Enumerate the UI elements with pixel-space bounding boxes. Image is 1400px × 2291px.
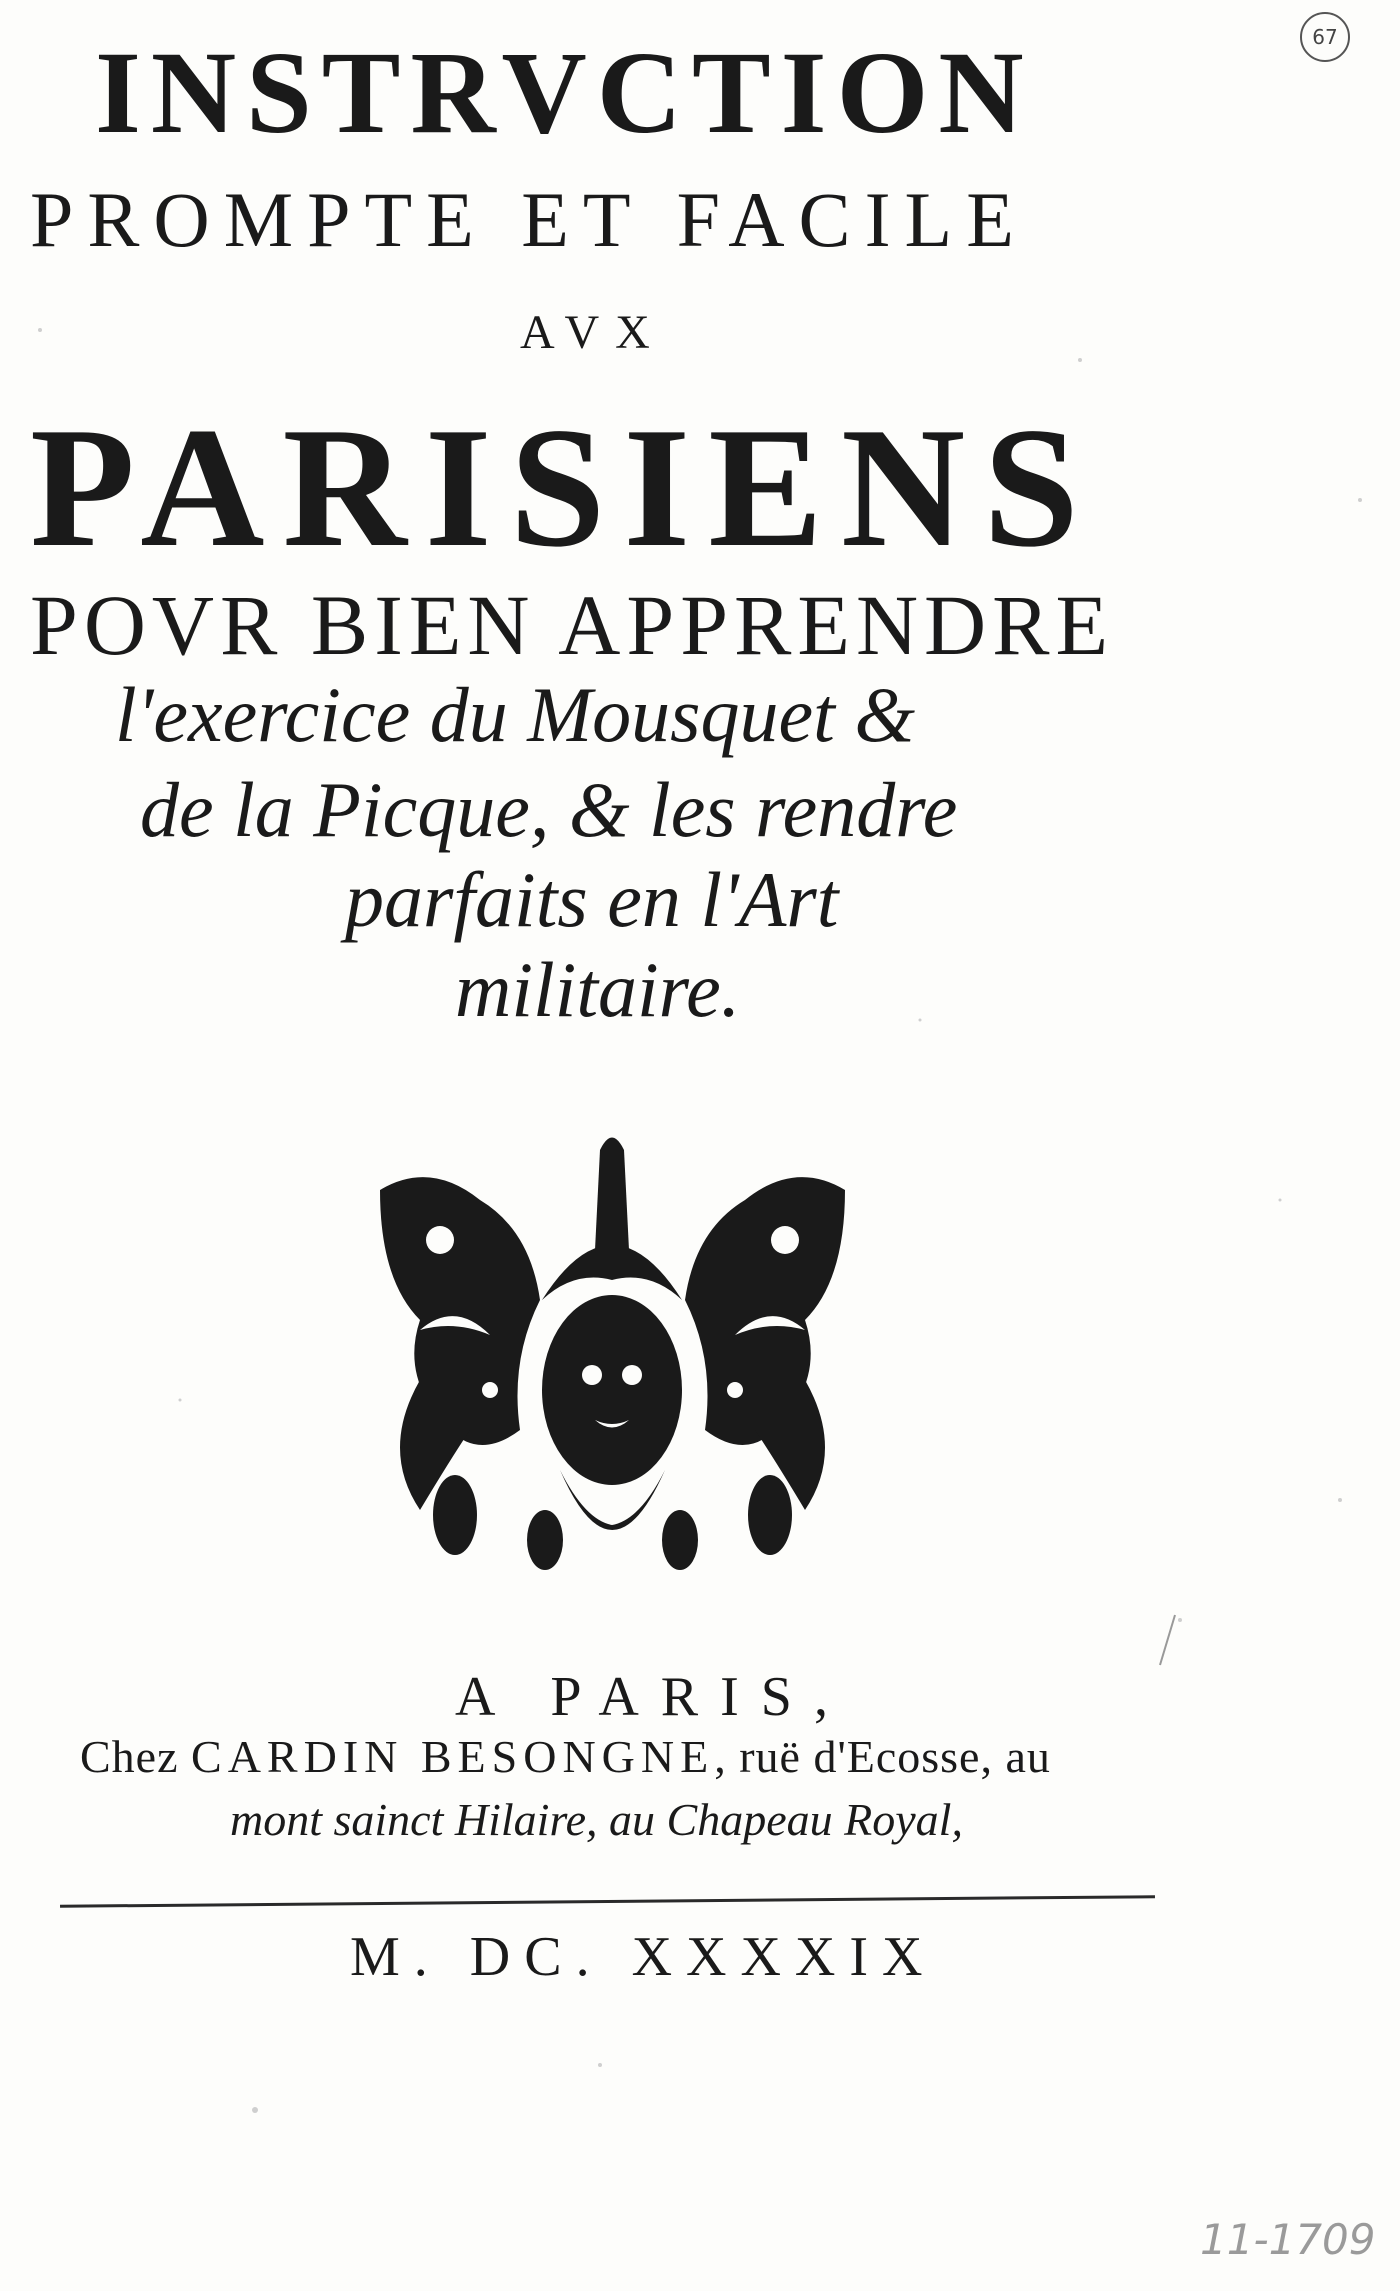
- title-line-militaire: militaire.: [455, 946, 741, 1033]
- title-line-aux: AVX: [520, 306, 666, 359]
- shelfmark: 11-1709: [1200, 2215, 1376, 2264]
- imprint-printer: [80, 1730, 1051, 1783]
- title-line-pour: POVR BIEN APPRENDRE: [30, 577, 1115, 673]
- imprint-rule: [60, 1895, 1155, 1908]
- title-line-exercice: l'exercice du Mousquet &: [115, 671, 915, 758]
- imprint-printer-name: CARDIN BESONGNE: [191, 1731, 715, 1782]
- title-line-parfaits: parfaits en l'Art: [345, 856, 839, 943]
- imprint-printer-suffix: , ruë d'Ecosse, au: [714, 1731, 1051, 1782]
- library-stamp-icon: 67: [1300, 12, 1350, 62]
- title-line-instruction: INSTRVCTION: [95, 27, 1034, 158]
- title-line-parisiens: PARISIENS: [30, 393, 1097, 583]
- imprint-address: mont sainct Hilaire, au Chapeau Royal,: [230, 1794, 963, 1845]
- imprint-date: M. DC. XXXXIX: [350, 1926, 937, 1988]
- printer-ornament-icon: [360, 1130, 865, 1580]
- imprint-printer-prefix: Chez: [80, 1731, 192, 1782]
- title-line-prompte: PROMPTE ET FACILE: [30, 176, 1028, 263]
- title-line-picque: de la Picque, & les rendre: [140, 766, 958, 853]
- imprint-city: A PARIS,: [455, 1666, 850, 1728]
